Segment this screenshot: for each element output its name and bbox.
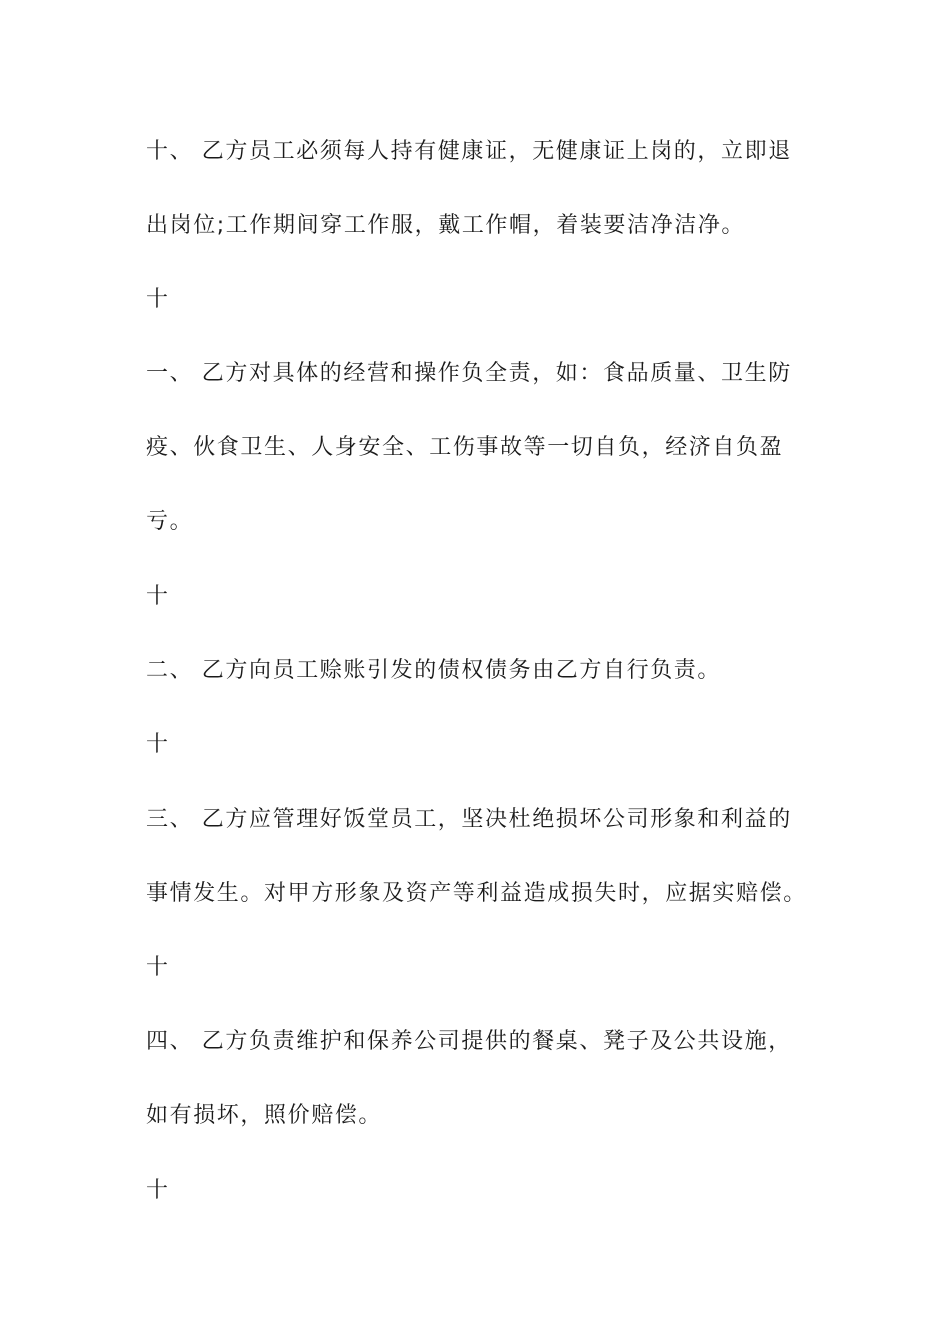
- clause-11-line-2: 疫、伙食卫生、人身安全、工伤事故等一切自负，经济自负盈: [146, 435, 784, 460]
- clause-number-prefix: 十: [146, 955, 170, 980]
- clause-10-line-1: 十、 乙方员工必须每人持有健康证，无健康证上岗的，立即退: [146, 139, 792, 164]
- clause-number-prefix: 十: [146, 584, 170, 609]
- clause-number-prefix: 十: [146, 732, 170, 757]
- clause-number-prefix: 十: [146, 1178, 170, 1203]
- clause-number-prefix: 十: [146, 287, 170, 312]
- clause-13-line-1: 三、 乙方应管理好饭堂员工，坚决杜绝损坏公司形象和利益的: [146, 807, 792, 832]
- clause-14-line-1: 四、 乙方负责维护和保养公司提供的餐桌、凳子及公共设施，: [146, 1029, 792, 1054]
- clause-11-line-3: 亏。: [146, 509, 194, 534]
- clause-12-line-1: 二、 乙方向员工赊账引发的债权债务由乙方自行负责。: [146, 658, 721, 683]
- clause-13-line-2: 事情发生。对甲方形象及资产等利益造成损失时，应据实赔偿。: [146, 881, 807, 906]
- clause-14-line-2: 如有损坏，照价赔偿。: [146, 1103, 383, 1128]
- clause-11-line-1: 一、 乙方对具体的经营和操作负全责，如：食品质量、卫生防: [146, 361, 792, 386]
- clause-10-line-2: 出岗位;工作期间穿工作服，戴工作帽，着装要洁净洁净。: [146, 213, 746, 238]
